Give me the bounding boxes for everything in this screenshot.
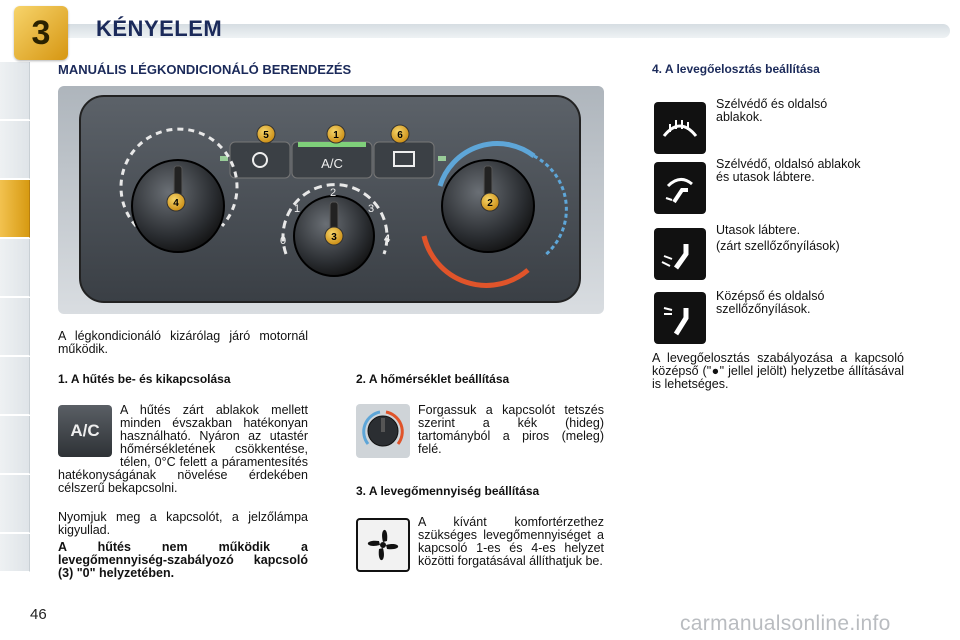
- control-panel-svg: [58, 86, 604, 314]
- fan-scale-0: 0: [280, 235, 287, 247]
- chapter-tab[interactable]: [0, 62, 30, 120]
- chapter-number: 3: [31, 13, 51, 52]
- fan-scale-2: 2: [330, 187, 337, 199]
- control-panel-illustration: [58, 86, 604, 314]
- chapter-tab[interactable]: [0, 239, 30, 297]
- sec4-item-4: Középső és oldalsó szellőzőnyílások.: [716, 289, 825, 316]
- chapter-tab-active[interactable]: [0, 180, 30, 238]
- sec2-heading: 2. A hőmérséklet beállítása: [356, 372, 510, 386]
- sec2-text: Forgassuk a kapcsolót tetszés szerint a kék (hideg) tartományból a piros (meleg) felé.: [418, 403, 604, 456]
- fan-scale-1: 1: [294, 203, 301, 215]
- chapter-tab[interactable]: [0, 534, 30, 572]
- temperature-knob-icon: [356, 404, 410, 458]
- rear-defrost-button: [374, 142, 434, 178]
- sec1-warning: A hűtés nem működik a levegőmennyiség-szabályozó kapcsoló (3) "0" helyzetében.: [58, 540, 308, 580]
- sec4-heading: 4. A levegőelosztás beállítása: [652, 62, 820, 76]
- page-number: 46: [30, 606, 47, 623]
- sec3-heading: 3. A levegőmennyiség beállítása: [356, 484, 540, 498]
- page-title: KÉNYELEM: [96, 16, 223, 41]
- sec4-item-3: Utasok lábtere. (zárt szellőzőnyílások): [716, 223, 840, 253]
- fan-icon: [356, 518, 410, 572]
- ac-button-label: A/C: [321, 156, 343, 171]
- chapter-tab[interactable]: [0, 416, 30, 474]
- sec4-item-1: Szélvédő és oldalsó ablakok.: [716, 97, 828, 124]
- sec1-paragraph-1: A hűtés zárt ablakok mellett minden évszakban hatékonyan használható. Nyáron az utastér hőmérsékletének csökkentése, télen, 0°C felett a páramentesítés hatékonyságának növelése érdekében célszerű bekapcsolni.: [58, 403, 308, 495]
- chapter-badge: [14, 6, 68, 60]
- callout-5: 5: [263, 130, 269, 141]
- face-vents-icon: [654, 292, 706, 344]
- sec1-paragraph-2: Nyomjuk meg a kapcsolót, a jelzőlámpa kigyullad.: [58, 510, 308, 537]
- sec4-item-2: Szélvédő, oldalsó ablakok és utasok lábtere.: [716, 157, 861, 184]
- feet-icon: [654, 228, 706, 280]
- fan-scale-4: 4: [384, 233, 391, 245]
- chapter-tab-strip: [0, 62, 30, 572]
- sec1-heading: 1. A hűtés be- és kikapcsolása: [58, 372, 231, 386]
- watermark: carmanualsonline.info: [680, 612, 891, 635]
- chapter-tab[interactable]: [0, 357, 30, 415]
- sec4-note: A levegőelosztás szabályozása a kapcsoló középső ("●" jellel jelölt) helyzetbe állításával is lehetséges.: [652, 351, 904, 391]
- windscreen-feet-icon: [654, 162, 706, 214]
- face-vents-svg: [654, 292, 706, 344]
- callout-6: 6: [397, 130, 403, 141]
- windscreen-defrost-icon: [654, 102, 706, 154]
- callout-4: 4: [173, 198, 179, 209]
- recirculation-button: [230, 142, 290, 178]
- callout-3: 3: [331, 232, 337, 243]
- sec3-text: A kívánt komfortérzethez szükséges levegőmennyiséget a kapcsoló 1-es és 4-es helyzet közötti forgatásával állíthatjuk be.: [418, 515, 604, 568]
- ac-icon-label: A/C: [70, 421, 100, 440]
- windscreen-defrost-svg: [654, 102, 706, 154]
- chapter-tab[interactable]: [0, 121, 30, 179]
- chapter-tab[interactable]: [0, 475, 30, 533]
- intro-text: A légkondicionáló kizárólag járó motornál működik.: [58, 329, 308, 356]
- section-title: MANUÁLIS LÉGKONDICIONÁLÓ BERENDEZÉS: [58, 62, 352, 77]
- chapter-tab[interactable]: [0, 298, 30, 356]
- callout-1: 1: [333, 130, 339, 141]
- windscreen-feet-svg: [654, 162, 706, 214]
- feet-svg: [654, 228, 706, 280]
- fan-scale-3: 3: [368, 203, 375, 215]
- callout-2: 2: [487, 198, 493, 209]
- temperature-knob-svg: [356, 404, 410, 458]
- fan-svg: [358, 520, 408, 570]
